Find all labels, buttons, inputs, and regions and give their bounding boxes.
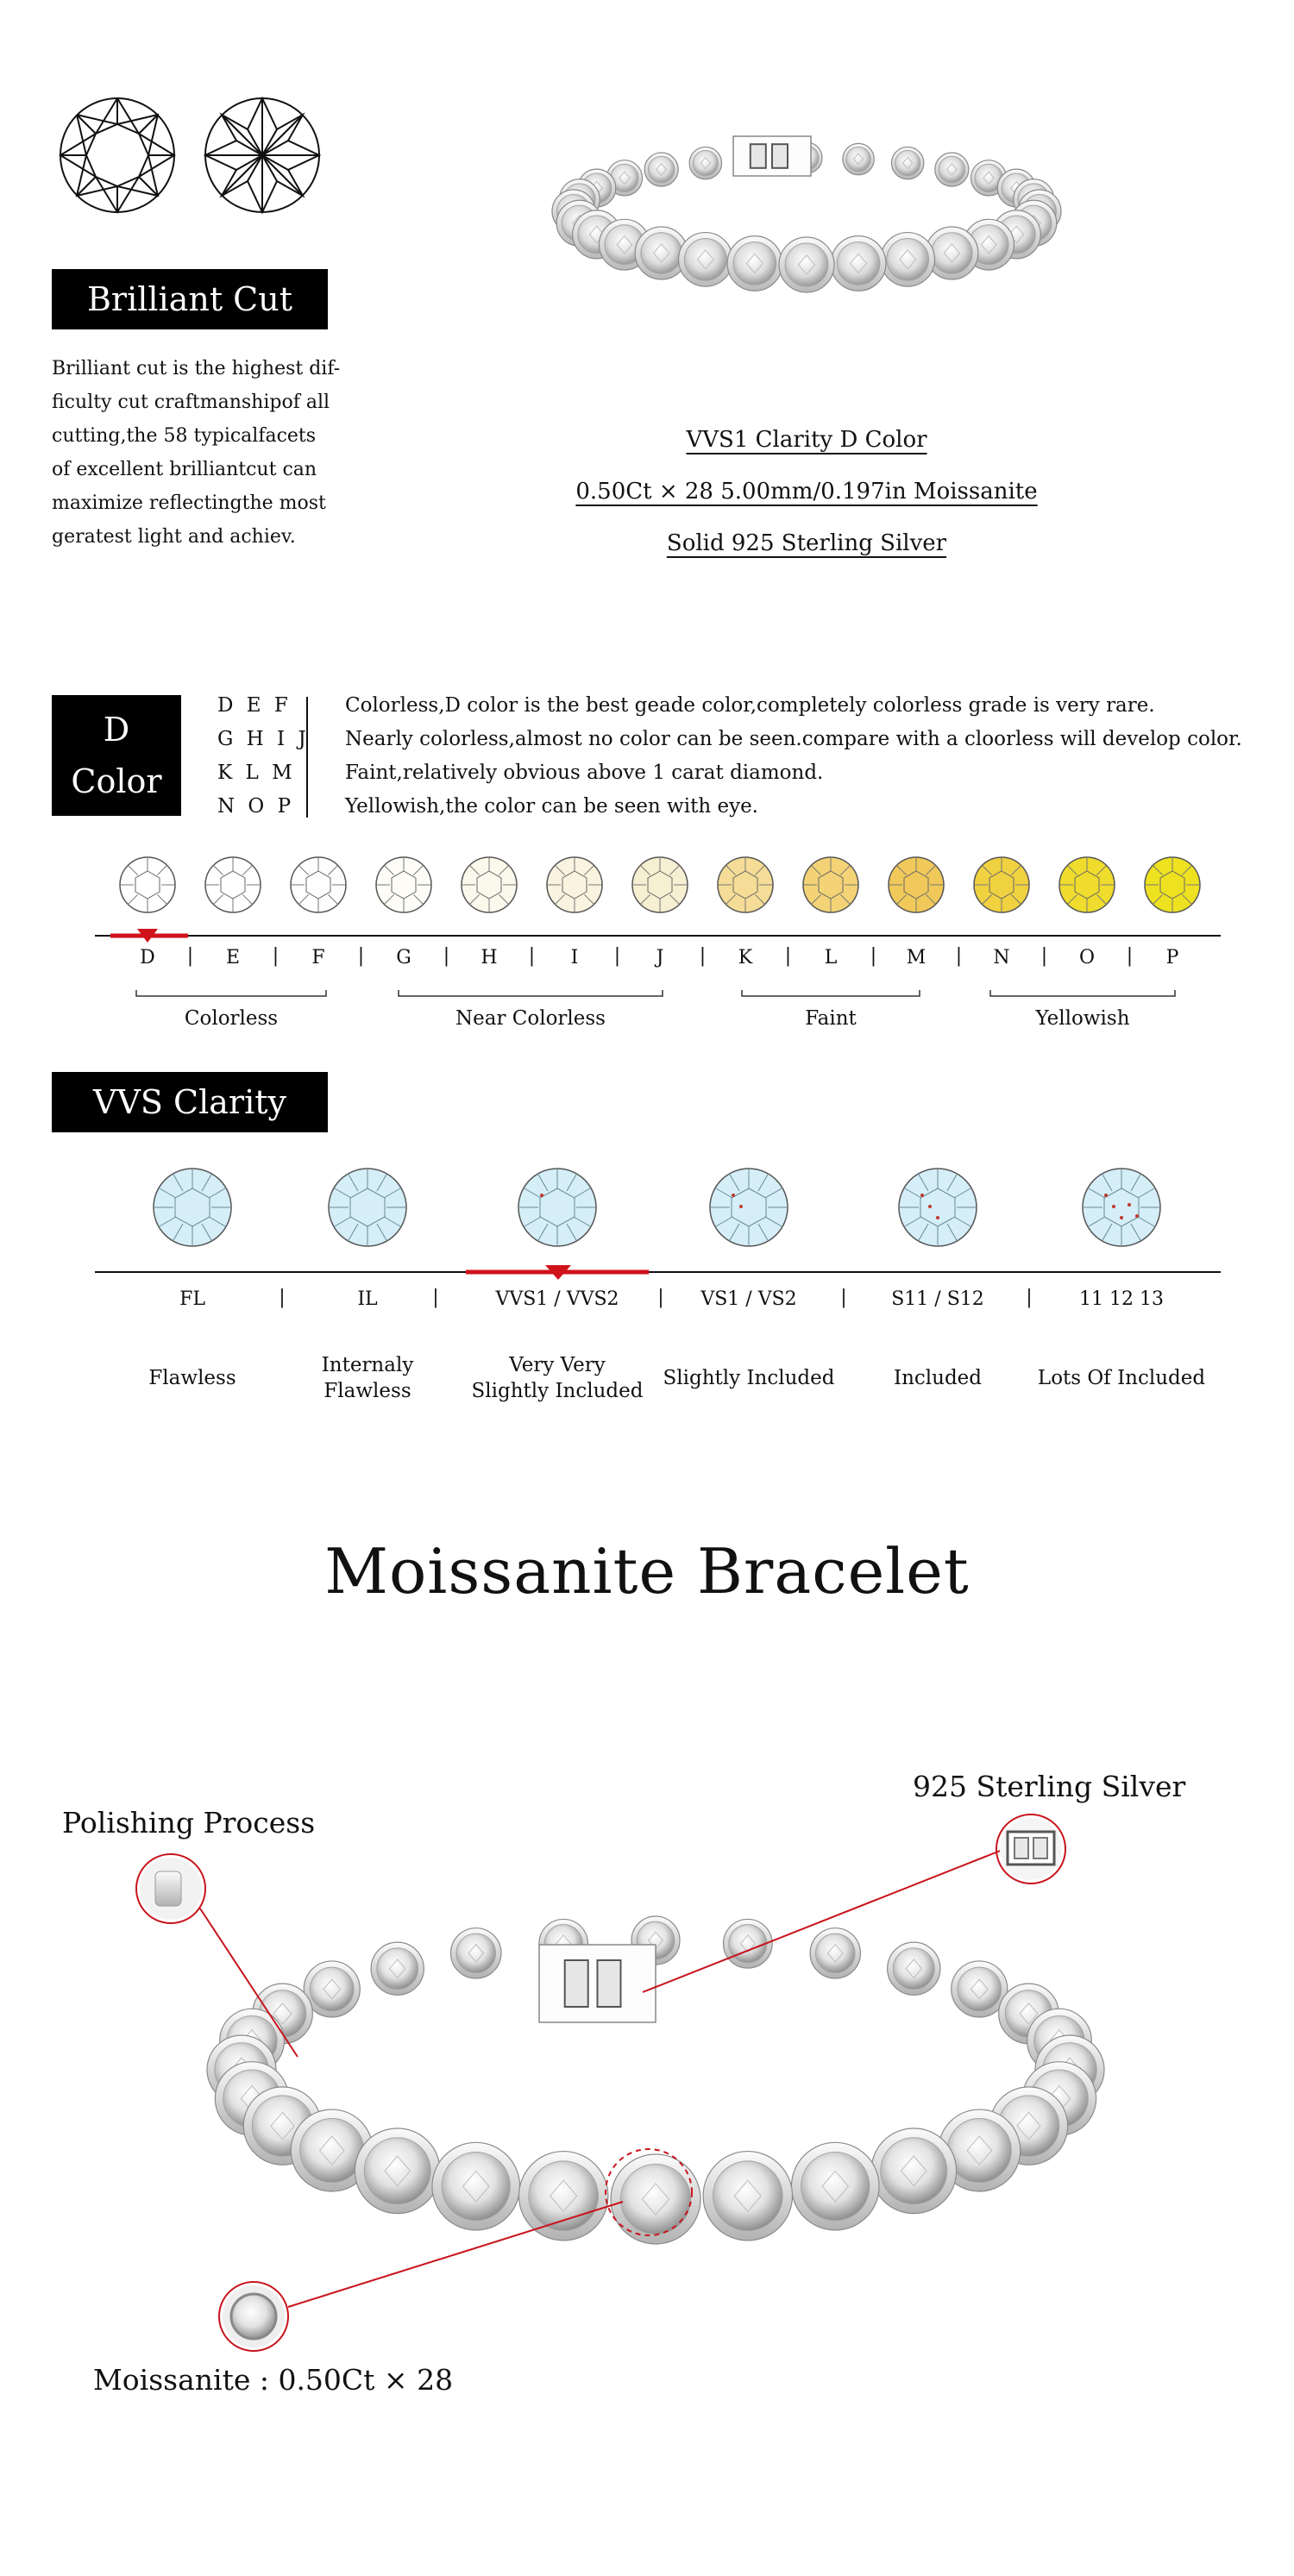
color-gem-icon: [803, 857, 858, 912]
color-grade-separator: |: [1040, 945, 1048, 967]
color-group-label: Yellowish: [1035, 1007, 1130, 1030]
color-group-label: Colorless: [184, 1007, 279, 1030]
color-grade-label: M: [906, 947, 927, 968]
color-gem-icon: [376, 857, 431, 912]
clarity-grade-description: [1038, 1365, 1205, 1391]
color-gem-icon: [205, 857, 261, 912]
vvs-clarity-title: [52, 1072, 328, 1132]
color-grade-label: K: [738, 947, 753, 968]
color-grade-label: J: [656, 947, 664, 968]
clarity-grade-label: S11 / S12: [891, 1288, 984, 1310]
clarity-grade-description: [663, 1365, 835, 1391]
bracelet-stone: [611, 2154, 700, 2244]
clarity-gem-icon: [899, 1169, 977, 1246]
clarity-grade-separator: |: [657, 1287, 664, 1308]
color-group-label: Near Colorless: [455, 1007, 606, 1030]
brilliant-desc-line: ficulty cut craftmanshipof all: [52, 392, 330, 413]
clarity-gem-icon: [329, 1169, 406, 1246]
bracelet-product-image-large: [0, 1811, 1294, 2576]
color-row-letters: N O P: [217, 795, 295, 818]
callout-stone-label: Moissanite : 0.50Ct × 28: [93, 2363, 454, 2397]
bracelet-stone: [891, 147, 923, 179]
bracelet-stone: [727, 236, 782, 291]
clarity-desc-line: Flawless: [148, 1367, 236, 1389]
clarity-grade-description: [322, 1352, 414, 1404]
vvs-clarity-title-text: VVS Clarity: [93, 1083, 286, 1121]
color-gem-icon: [889, 857, 944, 912]
brilliant-desc-line: of excellent brilliantcut can: [52, 459, 317, 480]
clarity-grade-label: FL: [179, 1288, 205, 1310]
clarity-gem-icon: [518, 1169, 596, 1246]
clarity-grade-description: [472, 1352, 644, 1404]
color-gem-icon: [291, 857, 346, 912]
color-row-letters: D E F: [217, 694, 292, 717]
clarity-grade-label: VS1 / VS2: [700, 1288, 797, 1310]
color-group-label: Faint: [805, 1007, 857, 1030]
color-grade-separator: |: [272, 945, 280, 967]
brilliant-cut-title-text: Brilliant Cut: [86, 280, 292, 318]
clarity-grade-label: IL: [357, 1288, 378, 1310]
bracelet-stone: [888, 1942, 940, 1995]
bracelet-product-image-small: [539, 121, 1074, 319]
bracelet-clasp: [733, 136, 811, 176]
clarity-grade-label: 11 12 13: [1079, 1288, 1164, 1310]
color-row-desc: Nearly colorless,almost no color can be seen.compare with a cloorless will develop color.: [345, 728, 1242, 750]
clarity-gem-icon: [1083, 1169, 1160, 1246]
brilliant-cut-title: [52, 269, 328, 329]
clarity-grade-description: [894, 1365, 982, 1391]
clarity-grade-separator: |: [432, 1287, 439, 1308]
clarity-desc-line: Internaly: [321, 1354, 414, 1376]
bracelet-stone: [935, 153, 969, 186]
color-grade-label: F: [311, 947, 325, 968]
callout-polishing-label: Polishing Process: [62, 1806, 316, 1840]
bracelet-stone: [355, 2128, 440, 2214]
clarity-gem-icon: [154, 1169, 231, 1246]
color-grade-separator: |: [357, 945, 365, 967]
clarity-desc-line: Included: [893, 1367, 983, 1389]
bracelet-stone: [703, 2152, 792, 2241]
bracelet-stone: [679, 233, 733, 287]
color-group-bracket: [990, 990, 1175, 996]
color-grade-separator: |: [186, 945, 194, 967]
clarity-grade-separator: |: [1026, 1287, 1033, 1308]
spec-stone-size: 0.50Ct × 28 5.00mm/0.197in Moissanite: [575, 479, 1038, 505]
color-grade-separator: |: [1126, 945, 1134, 967]
clarity-selected-marker-icon: [545, 1265, 571, 1280]
bracelet-stone: [518, 2152, 607, 2241]
bracelet-clasp: [539, 1945, 656, 2022]
color-gem-icon: [718, 857, 773, 912]
color-grade-separator: |: [870, 945, 877, 967]
d-color-badge-word: Color: [71, 762, 162, 800]
clarity-desc-line: Very Very: [509, 1354, 606, 1376]
brilliant-desc-line: maximize reflectingthe most: [52, 492, 326, 514]
color-selected-marker-icon: [137, 929, 158, 943]
bracelet-stone: [371, 1942, 424, 1995]
brilliant-cut-top-view-icon: [57, 95, 178, 216]
color-gem-icon: [547, 857, 602, 912]
color-grade-label: G: [396, 947, 411, 968]
color-grade-divider: [306, 697, 308, 818]
d-color-badge: [52, 695, 181, 816]
clarity-desc-line: Lots Of Included: [1037, 1367, 1206, 1389]
clarity-grade-label: VVS1 / VVS2: [495, 1288, 619, 1310]
color-grade-label: N: [993, 947, 1010, 968]
color-grade-separator: |: [955, 945, 963, 967]
bracelet-stone: [810, 1928, 860, 1978]
bracelet-stone: [689, 147, 721, 179]
clarity-desc-line: Slightly Included: [471, 1380, 644, 1402]
color-gem-icon: [1145, 857, 1200, 912]
color-grade-label: L: [824, 947, 838, 968]
clarity-desc-line: Slightly Included: [663, 1367, 835, 1389]
color-group-bracket: [399, 990, 663, 996]
bracelet-stone: [779, 237, 834, 292]
bracelet-stone: [843, 143, 874, 174]
color-gem-icon: [120, 857, 175, 912]
color-gem-icon: [632, 857, 688, 912]
color-gem-icon: [462, 857, 517, 912]
color-grade-separator: |: [443, 945, 450, 967]
brilliant-cut-description: [52, 352, 362, 554]
spec-metal: Solid 925 Sterling Silver: [666, 530, 947, 556]
bracelet-stone: [432, 2142, 520, 2230]
color-group-bracket: [742, 990, 920, 996]
clarity-gem-icon: [710, 1169, 788, 1246]
brilliant-desc-line: geratest light and achiev.: [52, 526, 296, 548]
bracelet-stone: [451, 1928, 501, 1978]
spec-clarity-color: VVS1 Clarity D Color: [686, 427, 927, 453]
color-grade-label: E: [225, 947, 241, 968]
color-row-letters: K L M: [217, 762, 296, 784]
bracelet-stone: [644, 153, 678, 186]
bracelet-stone: [871, 2128, 957, 2214]
bracelet-stone: [881, 233, 935, 287]
brilliant-desc-line: cutting,the 58 typicalfacets: [52, 425, 317, 447]
color-grade-separator: |: [784, 945, 792, 967]
color-grade-label: O: [1078, 947, 1096, 968]
clarity-desc-line: Flawless: [324, 1380, 411, 1402]
color-row-letters: G H I J: [217, 728, 310, 750]
color-group-bracket: [136, 990, 326, 996]
color-grade-separator: |: [528, 945, 536, 967]
color-grade-separator: |: [613, 945, 621, 967]
d-color-badge-letter: D: [103, 711, 130, 749]
bracelet-stone: [831, 236, 886, 291]
color-grade-separator: |: [699, 945, 707, 967]
color-gem-icon: [1059, 857, 1115, 912]
color-row-desc: Colorless,D color is the best geade color,completely colorless grade is very rare.: [345, 694, 1155, 717]
brilliant-cut-bottom-view-icon: [202, 95, 323, 216]
clarity-grade-separator: |: [279, 1287, 286, 1308]
color-grade-label: P: [1165, 947, 1179, 968]
clarity-grade-separator: |: [840, 1287, 847, 1308]
bracelet-stone: [791, 2142, 879, 2230]
color-grade-label: I: [570, 947, 579, 968]
color-grade-label: H: [481, 947, 498, 968]
color-gem-icon: [974, 857, 1029, 912]
color-row-desc: Faint,relatively obvious above 1 carat diamond.: [345, 762, 824, 784]
color-row-desc: Yellowish,the color can be seen with eye.: [345, 795, 758, 818]
product-title: Moissanite Bracelet: [324, 1535, 970, 1608]
brilliant-desc-line: Brilliant cut is the highest dif-: [52, 358, 341, 379]
callout-silver-label: 925 Sterling Silver: [913, 1770, 1186, 1803]
clarity-grade-description: [148, 1365, 236, 1391]
color-grade-label: D: [140, 947, 155, 968]
